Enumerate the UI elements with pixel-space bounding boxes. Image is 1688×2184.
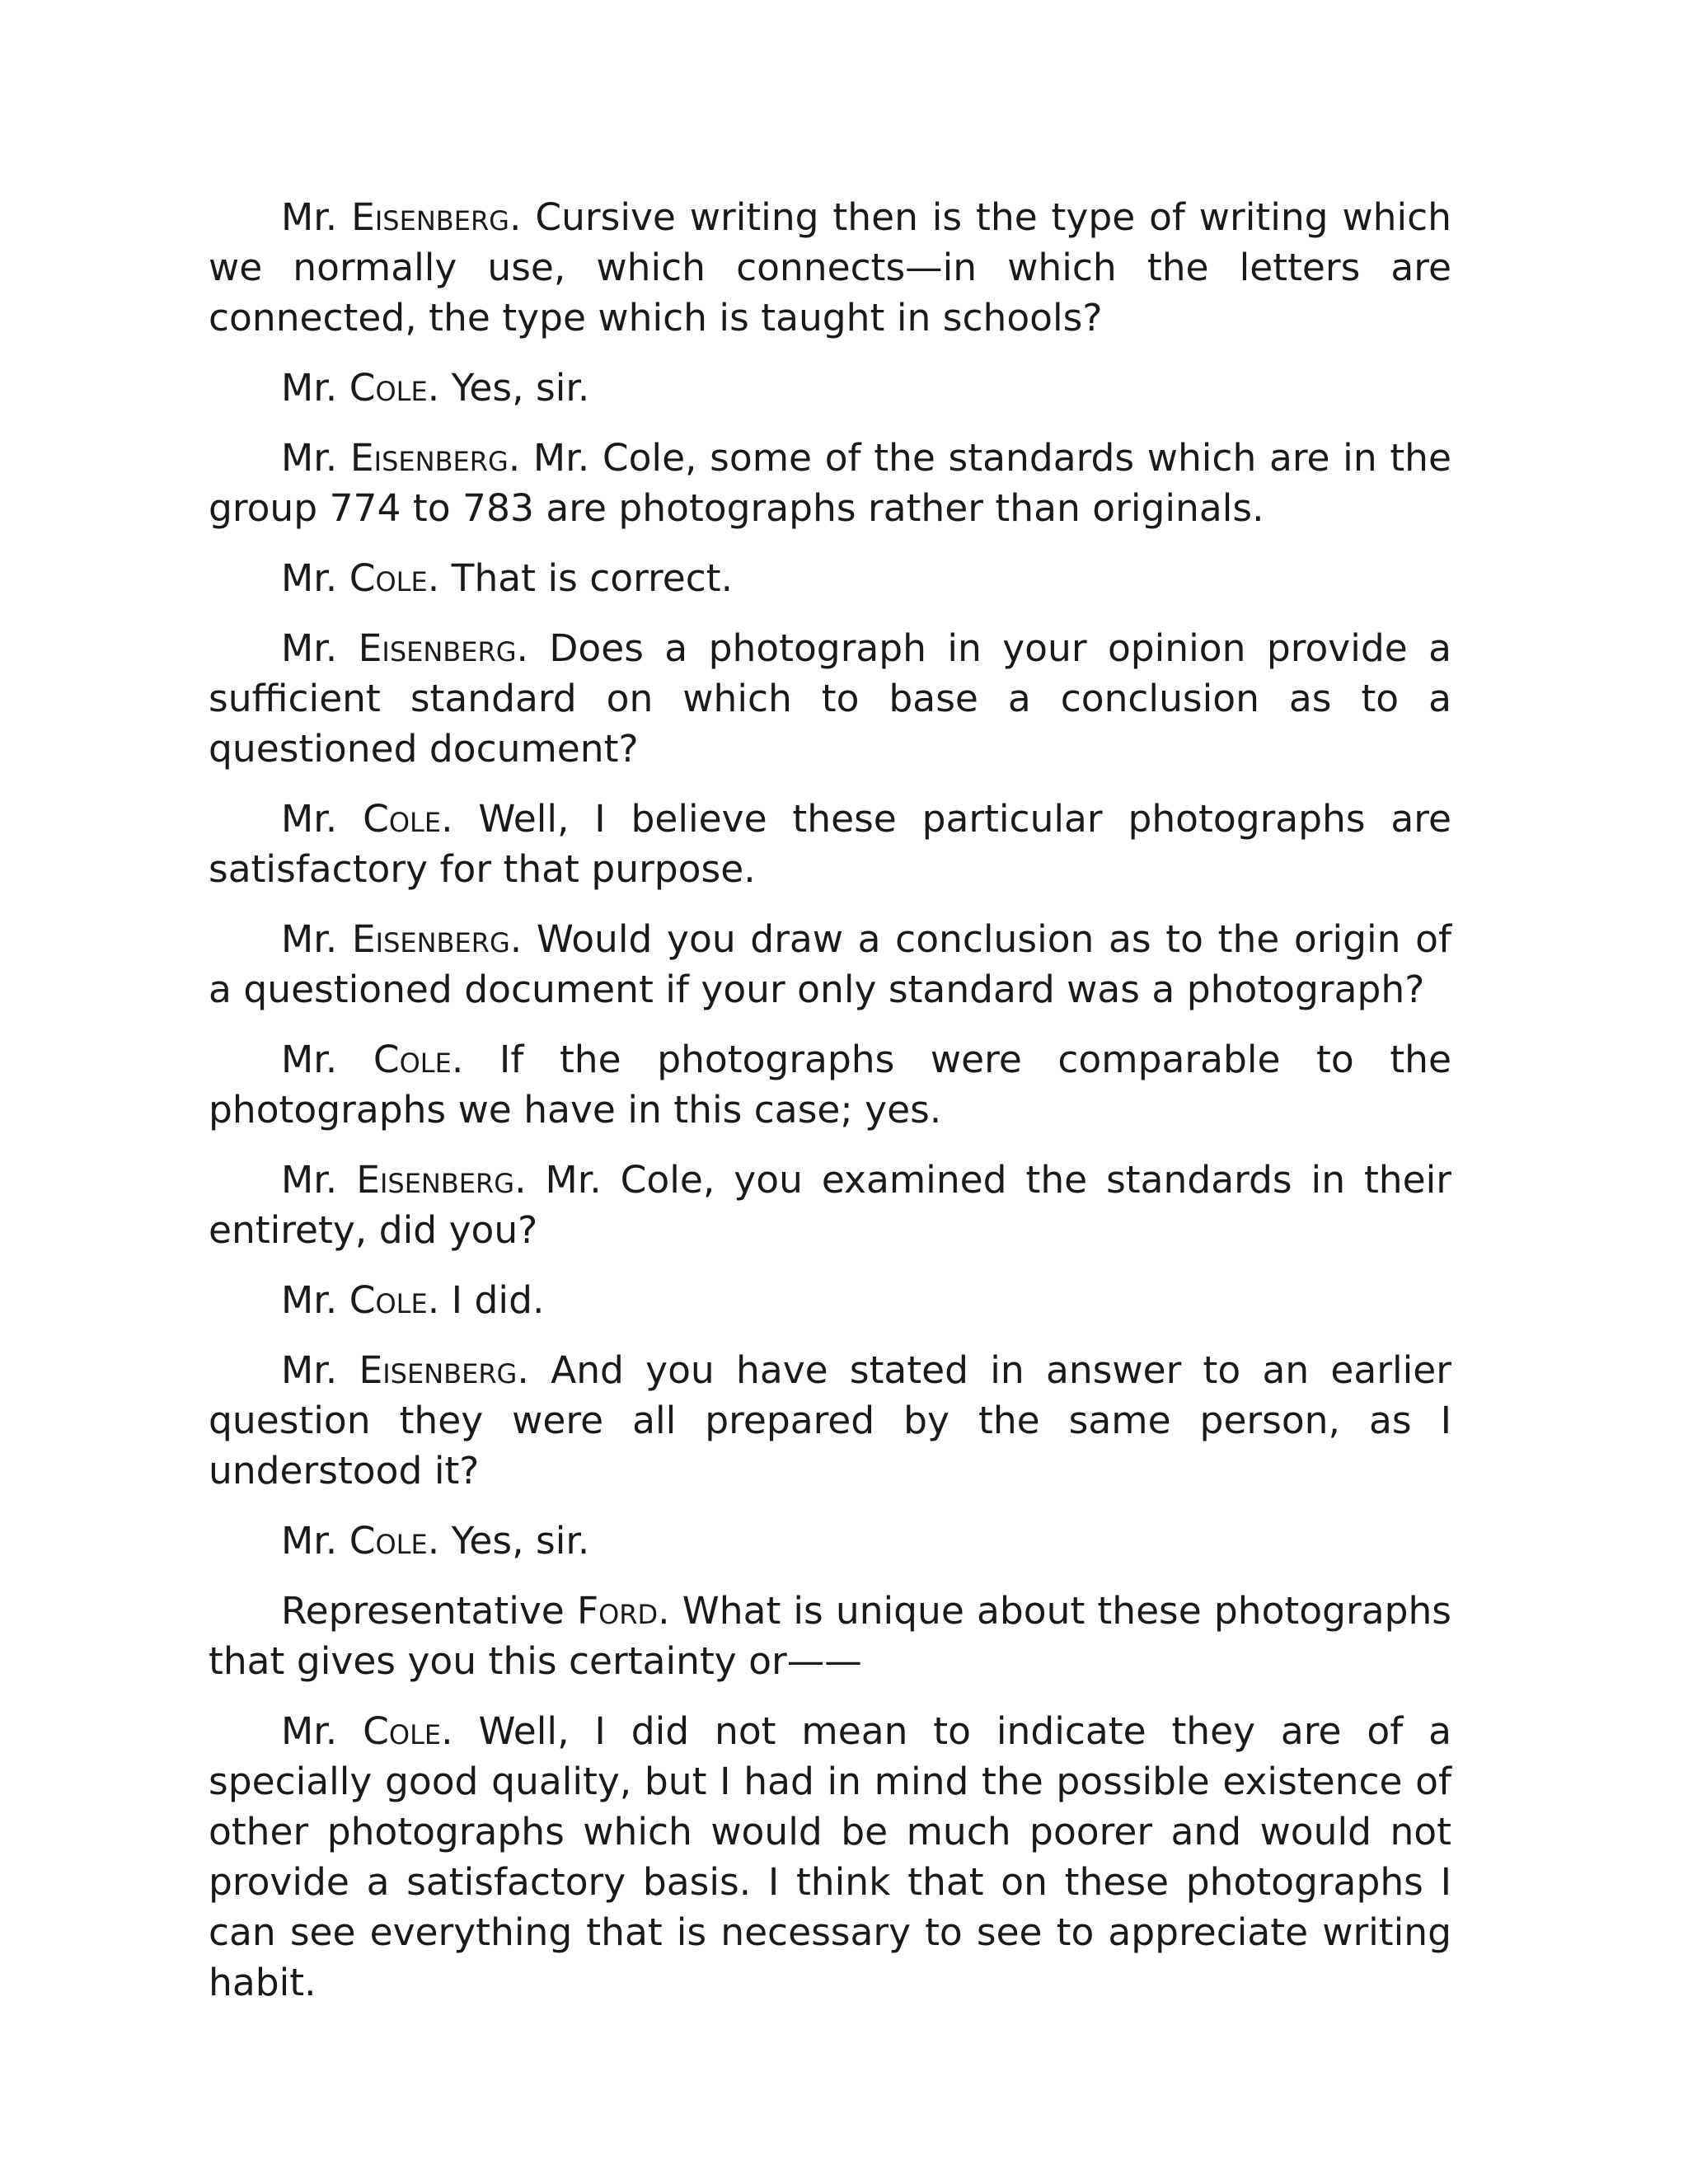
speaker-title: Mr.	[281, 626, 338, 670]
speaker-title: Mr.	[281, 1348, 338, 1392]
statement-text: . Well, I did not mean to indicate they are of a specially good quality, but I had in mind the possible existence of other photographs which would be much poorer and would not provide a satisfactory basis. I think that on these photographs I can see everything that is necessary to see to appreciate writing habit.	[209, 1709, 1451, 2004]
speaker-title: Mr.	[281, 436, 338, 480]
speaker-title: Mr.	[281, 1519, 338, 1563]
speaker-title: Mr.	[281, 366, 338, 410]
statement-text: . And you have stated in answer to an earlier question they were all prepared by the same person, as I understood it?	[209, 1348, 1452, 1493]
speaker-title: Mr.	[281, 797, 338, 841]
speaker-name: Eisenberg	[351, 917, 510, 961]
statement-text: . What is unique about these photographs that gives you this certainty or——	[209, 1589, 1451, 1683]
speaker-name: Cole	[349, 1519, 428, 1563]
testimony-paragraph	[209, 553, 1451, 603]
speaker-name: Cole	[349, 1278, 428, 1322]
speaker-title: Mr.	[281, 917, 338, 961]
speaker-name: Cole	[349, 366, 428, 410]
statement-text: . Does a photograph in your opinion provide a sufficient standard on which to base a conclusion as to a questioned document?	[209, 626, 1451, 771]
speaker-title: Mr.	[281, 1709, 338, 1753]
testimony-paragraph	[209, 1034, 1451, 1135]
speaker-name: Cole	[373, 1038, 452, 1081]
speaker-title: Mr.	[281, 556, 338, 600]
statement-text: . That is correct.	[427, 556, 734, 600]
testimony-paragraph	[209, 1345, 1451, 1496]
testimony-paragraph	[209, 1275, 1451, 1325]
testimony-paragraph	[209, 1706, 1451, 2008]
speaker-name: Eisenberg	[356, 1158, 515, 1202]
testimony-paragraph	[209, 433, 1451, 533]
statement-text: . Cursive writing then is the type of writing which we normally use, which connects—in which the letters are connected, the type which is taught in schools?	[209, 195, 1451, 340]
statement-text: . Mr. Cole, you examined the standards in their entirety, did you?	[209, 1158, 1451, 1252]
speaker-name: Ford	[576, 1589, 659, 1633]
statement-text: . Yes, sir.	[427, 1519, 590, 1563]
speaker-name: Eisenberg	[349, 436, 509, 480]
statement-text: . Yes, sir.	[427, 366, 590, 410]
speaker-title: Mr.	[281, 1278, 338, 1322]
speaker-name: Eisenberg	[358, 626, 517, 670]
testimony-paragraph	[209, 1155, 1451, 1255]
speaker-title: Representative	[281, 1589, 565, 1633]
speaker-name: Eisenberg	[351, 195, 509, 239]
statement-text: . I did.	[427, 1278, 545, 1322]
statement-text: . Mr. Cole, some of the standards which are in the group 774 to 783 are photographs rather than originals.	[209, 436, 1451, 530]
speaker-title: Mr.	[281, 1158, 338, 1202]
transcript-page	[209, 192, 1451, 2027]
testimony-paragraph	[209, 192, 1451, 343]
speaker-title: Mr.	[281, 1038, 338, 1081]
speaker-name: Cole	[363, 1709, 442, 1753]
speaker-name: Cole	[363, 797, 442, 841]
statement-text: . Well, I believe these particular photographs are satisfactory for that purpose.	[209, 797, 1451, 891]
statement-text: . Would you draw a conclusion as to the origin of a questioned document if your only standard was a photograph?	[209, 917, 1451, 1011]
testimony-paragraph	[209, 1586, 1451, 1686]
speaker-title: Mr.	[281, 195, 338, 239]
speaker-name: Cole	[349, 556, 428, 600]
speaker-name: Eisenberg	[359, 1348, 518, 1392]
testimony-paragraph	[209, 363, 1451, 413]
testimony-paragraph	[209, 794, 1451, 894]
testimony-paragraph	[209, 1516, 1451, 1566]
testimony-paragraph	[209, 914, 1451, 1015]
testimony-paragraph	[209, 623, 1451, 774]
statement-text: . If the photographs were comparable to the photographs we have in this case; yes.	[209, 1038, 1451, 1132]
